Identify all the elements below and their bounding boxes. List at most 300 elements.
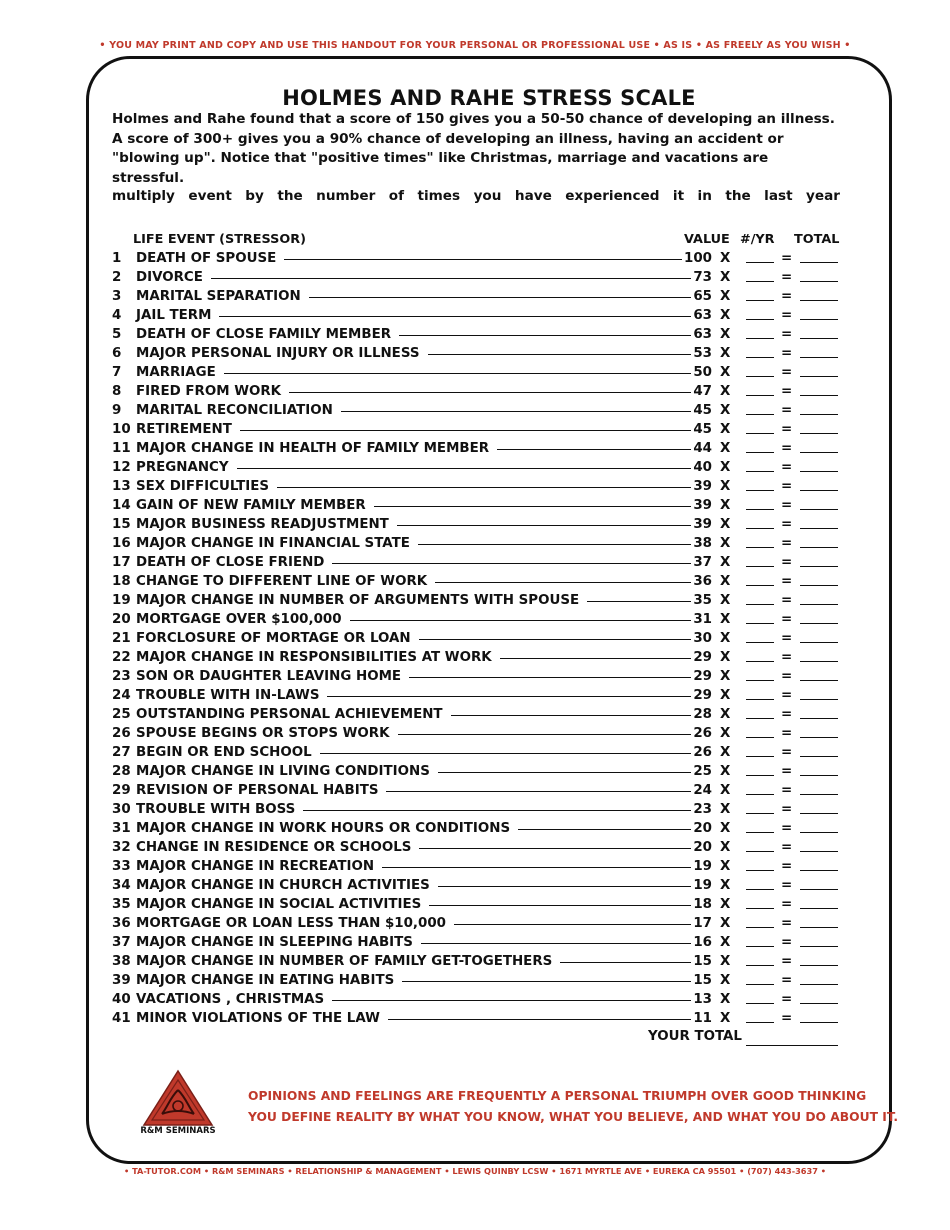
event-number: 41	[112, 1011, 131, 1026]
times-per-year-blank[interactable]	[746, 528, 774, 529]
equals-sign: =	[781, 384, 793, 399]
stressor-list	[112, 249, 840, 1028]
event-number: 29	[112, 783, 131, 798]
times-per-year-blank[interactable]	[746, 566, 774, 567]
event-value: 20	[693, 840, 712, 855]
table-row	[112, 306, 840, 325]
multiply-sign: X	[720, 764, 731, 779]
event-label: CHANGE IN RESIDENCE OR SCHOOLS	[136, 840, 412, 855]
dotted-leader-line	[303, 810, 691, 811]
dotted-leader-line	[341, 411, 691, 412]
row-total-blank[interactable]	[800, 585, 838, 586]
event-number: 26	[112, 726, 131, 741]
event-label: PREGNANCY	[136, 460, 229, 475]
event-value: 100	[684, 251, 712, 266]
times-per-year-blank[interactable]	[746, 262, 774, 263]
event-label: MARITAL RECONCILIATION	[136, 403, 333, 418]
times-per-year-blank[interactable]	[746, 395, 774, 396]
event-label: MORTGAGE OR LOAN LESS THAN $10,000	[136, 916, 446, 931]
dotted-leader-line	[374, 506, 691, 507]
event-number: 15	[112, 517, 131, 532]
dotted-leader-line	[332, 563, 691, 564]
times-per-year-blank[interactable]	[746, 300, 774, 301]
row-total-blank[interactable]	[800, 718, 838, 719]
equals-sign: =	[781, 935, 793, 950]
event-value: 30	[693, 631, 712, 646]
row-total-blank[interactable]	[800, 775, 838, 776]
times-per-year-blank[interactable]	[746, 623, 774, 624]
equals-sign: =	[781, 954, 793, 969]
table-row	[112, 800, 840, 819]
row-total-blank[interactable]	[800, 680, 838, 681]
table-row	[112, 287, 840, 306]
event-number: 36	[112, 916, 131, 931]
times-per-year-blank[interactable]	[746, 680, 774, 681]
table-row	[112, 477, 840, 496]
multiply-sign: X	[720, 536, 731, 551]
event-number: 3	[112, 289, 122, 304]
dotted-leader-line	[386, 791, 691, 792]
event-label: DEATH OF CLOSE FRIEND	[136, 555, 325, 570]
event-value: 37	[693, 555, 712, 570]
event-value: 50	[693, 365, 712, 380]
times-per-year-blank[interactable]	[746, 338, 774, 339]
equals-sign: =	[781, 631, 793, 646]
table-row	[112, 458, 840, 477]
times-per-year-blank[interactable]	[746, 604, 774, 605]
event-label: MAJOR CHANGE IN LIVING CONDITIONS	[136, 764, 430, 779]
table-row	[112, 1009, 840, 1028]
equals-sign: =	[781, 802, 793, 817]
equals-sign: =	[781, 916, 793, 931]
multiply-sign: X	[720, 1011, 731, 1026]
dotted-leader-line	[438, 772, 691, 773]
table-row	[112, 952, 840, 971]
event-number: 7	[112, 365, 122, 380]
equals-sign: =	[781, 783, 793, 798]
row-total-blank[interactable]	[800, 737, 838, 738]
event-value: 19	[693, 859, 712, 874]
table-row	[112, 382, 840, 401]
multiply-sign: X	[720, 707, 731, 722]
dotted-leader-line	[409, 677, 691, 678]
table-row	[112, 914, 840, 933]
times-per-year-blank[interactable]	[746, 490, 774, 491]
row-total-blank[interactable]	[800, 433, 838, 434]
dotted-leader-line	[438, 886, 691, 887]
event-value: 20	[693, 821, 712, 836]
table-row	[112, 363, 840, 382]
event-value: 35	[693, 593, 712, 608]
dotted-leader-line	[421, 943, 691, 944]
event-number: 32	[112, 840, 131, 855]
multiply-sign: X	[720, 251, 731, 266]
table-row	[112, 496, 840, 515]
event-label: MAJOR CHANGE IN NUMBER OF FAMILY GET-TOGETHERS	[136, 954, 553, 969]
dotted-leader-line	[500, 658, 691, 659]
multiply-sign: X	[720, 289, 731, 304]
equals-sign: =	[781, 973, 793, 988]
times-per-year-blank[interactable]	[746, 699, 774, 700]
multiply-sign: X	[720, 726, 731, 741]
dotted-leader-line	[240, 430, 691, 431]
quote-line-2: YOU DEFINE REALITY BY WHAT YOU KNOW, WHAT YOU BELIEVE, AND WHAT YOU DO ABOUT IT.	[248, 1110, 899, 1124]
event-label: SON OR DAUGHTER LEAVING HOME	[136, 669, 402, 684]
dotted-leader-line	[382, 867, 691, 868]
row-total-blank[interactable]	[800, 471, 838, 472]
event-number: 40	[112, 992, 131, 1007]
multiply-sign: X	[720, 745, 731, 760]
multiply-sign: X	[720, 821, 731, 836]
times-per-year-blank[interactable]	[746, 471, 774, 472]
times-per-year-blank[interactable]	[746, 547, 774, 548]
equals-sign: =	[781, 441, 793, 456]
multiply-sign: X	[720, 916, 731, 931]
multiply-sign: X	[720, 650, 731, 665]
equals-sign: =	[781, 574, 793, 589]
event-label: MAJOR CHANGE IN SOCIAL ACTIVITIES	[136, 897, 422, 912]
row-total-blank[interactable]	[800, 889, 838, 890]
event-label: MORTGAGE OVER $100,000	[136, 612, 342, 627]
table-row	[112, 268, 840, 287]
event-number: 17	[112, 555, 131, 570]
multiply-sign: X	[720, 441, 731, 456]
times-per-year-blank[interactable]	[746, 414, 774, 415]
event-label: MARRIAGE	[136, 365, 216, 380]
table-row	[112, 515, 840, 534]
multiply-sign: X	[720, 327, 731, 342]
event-label: OUTSTANDING PERSONAL ACHIEVEMENT	[136, 707, 443, 722]
times-per-year-blank[interactable]	[746, 946, 774, 947]
table-row	[112, 591, 840, 610]
equals-sign: =	[781, 460, 793, 475]
dotted-leader-line	[560, 962, 691, 963]
equals-sign: =	[781, 726, 793, 741]
row-total-blank[interactable]	[800, 699, 838, 700]
dotted-leader-line	[419, 848, 691, 849]
times-per-year-blank[interactable]	[746, 585, 774, 586]
equals-sign: =	[781, 327, 793, 342]
multiply-sign: X	[720, 384, 731, 399]
dotted-leader-line	[418, 544, 691, 545]
event-value: 39	[693, 498, 712, 513]
table-row	[112, 325, 840, 344]
row-total-blank[interactable]	[800, 623, 838, 624]
row-total-blank[interactable]	[800, 262, 838, 263]
times-per-year-blank[interactable]	[746, 927, 774, 928]
multiply-sign: X	[720, 631, 731, 646]
multiply-sign: X	[720, 555, 731, 570]
equals-sign: =	[781, 403, 793, 418]
event-label: CHANGE TO DIFFERENT LINE OF WORK	[136, 574, 428, 589]
row-total-blank[interactable]	[800, 1003, 838, 1004]
row-total-blank[interactable]	[800, 832, 838, 833]
event-label: DEATH OF CLOSE FAMILY MEMBER	[136, 327, 392, 342]
rm-seminars-logo	[140, 1068, 216, 1138]
event-value: 39	[693, 479, 712, 494]
event-label: MAJOR CHANGE IN RESPONSIBILITIES AT WORK	[136, 650, 492, 665]
row-total-blank[interactable]	[800, 756, 838, 757]
event-value: 31	[693, 612, 712, 627]
event-value: 25	[693, 764, 712, 779]
multiply-sign: X	[720, 992, 731, 1007]
event-label: FIRED FROM WORK	[136, 384, 282, 399]
event-value: 11	[693, 1011, 712, 1026]
quote-block	[248, 1086, 899, 1128]
event-label: SEX DIFFICULTIES	[136, 479, 270, 494]
event-value: 28	[693, 707, 712, 722]
column-header-per-year: #/YR	[740, 232, 775, 247]
equals-sign: =	[781, 346, 793, 361]
event-label: MINOR VIOLATIONS OF THE LAW	[136, 1011, 380, 1026]
row-total-blank[interactable]	[800, 927, 838, 928]
multiply-sign: X	[720, 498, 731, 513]
dotted-leader-line	[350, 620, 691, 621]
row-total-blank[interactable]	[800, 794, 838, 795]
event-number: 1	[112, 251, 122, 266]
dotted-leader-line	[237, 468, 691, 469]
times-per-year-blank[interactable]	[746, 794, 774, 795]
event-label: MAJOR CHANGE IN WORK HOURS OR CONDITIONS	[136, 821, 511, 836]
times-per-year-blank[interactable]	[746, 642, 774, 643]
row-total-blank[interactable]	[800, 300, 838, 301]
row-total-blank[interactable]	[800, 547, 838, 548]
times-per-year-blank[interactable]	[746, 452, 774, 453]
row-total-blank[interactable]	[800, 509, 838, 510]
multiply-sign: X	[720, 973, 731, 988]
times-per-year-blank[interactable]	[746, 756, 774, 757]
multiply-sign: X	[720, 574, 731, 589]
event-label: MAJOR CHANGE IN FINANCIAL STATE	[136, 536, 410, 551]
times-per-year-blank[interactable]	[746, 319, 774, 320]
table-row	[112, 667, 840, 686]
multiply-sign: X	[720, 897, 731, 912]
table-row	[112, 648, 840, 667]
dotted-leader-line	[435, 582, 691, 583]
multiply-sign: X	[720, 593, 731, 608]
event-label: MAJOR CHANGE IN SLEEPING HABITS	[136, 935, 413, 950]
equals-sign: =	[781, 517, 793, 532]
event-value: 45	[693, 422, 712, 437]
row-total-blank[interactable]	[800, 414, 838, 415]
equals-sign: =	[781, 536, 793, 551]
event-number: 11	[112, 441, 131, 456]
equals-sign: =	[781, 1011, 793, 1026]
your-total-blank	[746, 1045, 838, 1046]
dotted-leader-line	[224, 373, 691, 374]
times-per-year-blank[interactable]	[746, 433, 774, 434]
times-per-year-blank[interactable]	[746, 775, 774, 776]
times-per-year-blank[interactable]	[746, 509, 774, 510]
row-total-blank[interactable]	[800, 490, 838, 491]
equals-sign: =	[781, 270, 793, 285]
times-per-year-blank[interactable]	[746, 1022, 774, 1023]
footer-banner: • TA-TUTOR.COM • R&M SEMINARS • RELATIONSHIP & MANAGEMENT • LEWIS QUINBY LCSW • 1671 MYRTLE AVE • EUREKA CA 95501 • (707) 443-3637 •	[124, 1166, 826, 1176]
times-per-year-blank[interactable]	[746, 661, 774, 662]
row-total-blank[interactable]	[800, 338, 838, 339]
multiply-sign: X	[720, 612, 731, 627]
times-per-year-blank[interactable]	[746, 813, 774, 814]
row-total-blank[interactable]	[800, 946, 838, 947]
times-per-year-blank[interactable]	[746, 357, 774, 358]
event-label: BEGIN OR END SCHOOL	[136, 745, 312, 760]
equals-sign: =	[781, 840, 793, 855]
multiply-sign: X	[720, 365, 731, 380]
event-number: 20	[112, 612, 131, 627]
event-value: 45	[693, 403, 712, 418]
equals-sign: =	[781, 308, 793, 323]
multiply-sign: X	[720, 308, 731, 323]
row-total-blank[interactable]	[800, 528, 838, 529]
dotted-leader-line	[451, 715, 691, 716]
instruction-text: multiply event by the number of times you have experienced it in the last year	[112, 188, 840, 204]
table-row	[112, 876, 840, 895]
event-value: 17	[693, 916, 712, 931]
times-per-year-blank[interactable]	[746, 737, 774, 738]
times-per-year-blank[interactable]	[746, 870, 774, 871]
row-total-blank[interactable]	[800, 984, 838, 985]
your-total-label: YOUR TOTAL	[648, 1029, 742, 1044]
dotted-leader-line	[309, 297, 691, 298]
dotted-leader-line	[518, 829, 691, 830]
event-value: 26	[693, 726, 712, 741]
equals-sign: =	[781, 365, 793, 380]
event-number: 30	[112, 802, 131, 817]
times-per-year-blank[interactable]	[746, 718, 774, 719]
row-total-blank[interactable]	[800, 965, 838, 966]
event-label: VACATIONS , CHRISTMAS	[136, 992, 325, 1007]
multiply-sign: X	[720, 270, 731, 285]
top-banner: • YOU MAY PRINT AND COPY AND USE THIS HANDOUT FOR YOUR PERSONAL OR PROFESSIONAL USE • AS IS • AS FREELY AS YOU WISH •	[99, 40, 851, 51]
row-total-blank[interactable]	[800, 452, 838, 453]
event-label: GAIN OF NEW FAMILY MEMBER	[136, 498, 366, 513]
row-total-blank[interactable]	[800, 1022, 838, 1023]
times-per-year-blank[interactable]	[746, 281, 774, 282]
event-value: 15	[693, 973, 712, 988]
event-number: 35	[112, 897, 131, 912]
row-total-blank[interactable]	[800, 395, 838, 396]
row-total-blank[interactable]	[800, 661, 838, 662]
table-row	[112, 762, 840, 781]
dotted-leader-line	[397, 525, 691, 526]
multiply-sign: X	[720, 422, 731, 437]
row-total-blank[interactable]	[800, 319, 838, 320]
event-value: 39	[693, 517, 712, 532]
event-value: 65	[693, 289, 712, 304]
event-number: 2	[112, 270, 122, 285]
table-row	[112, 781, 840, 800]
row-total-blank[interactable]	[800, 642, 838, 643]
row-total-blank[interactable]	[800, 813, 838, 814]
multiply-sign: X	[720, 802, 731, 817]
dotted-leader-line	[497, 449, 691, 450]
event-value: 29	[693, 650, 712, 665]
quote-line-1: OPINIONS AND FEELINGS ARE FREQUENTLY A PERSONAL TRIUMPH OVER GOOD THINKING	[248, 1089, 867, 1103]
event-label: SPOUSE BEGINS OR STOPS WORK	[136, 726, 390, 741]
event-value: 36	[693, 574, 712, 589]
event-label: REVISION OF PERSONAL HABITS	[136, 783, 379, 798]
event-number: 9	[112, 403, 122, 418]
event-number: 38	[112, 954, 131, 969]
equals-sign: =	[781, 688, 793, 703]
event-number: 24	[112, 688, 131, 703]
times-per-year-blank[interactable]	[746, 376, 774, 377]
column-header-total: TOTAL	[794, 232, 840, 247]
row-total-blank[interactable]	[800, 908, 838, 909]
dotted-leader-line	[211, 278, 691, 279]
times-per-year-blank[interactable]	[746, 908, 774, 909]
equals-sign: =	[781, 555, 793, 570]
dotted-leader-line	[402, 981, 691, 982]
multiply-sign: X	[720, 460, 731, 475]
row-total-blank[interactable]	[800, 357, 838, 358]
row-total-blank[interactable]	[800, 376, 838, 377]
equals-sign: =	[781, 764, 793, 779]
page-title: HOLMES AND RAHE STRESS SCALE	[282, 86, 696, 110]
multiply-sign: X	[720, 859, 731, 874]
dotted-leader-line	[388, 1019, 691, 1020]
table-row	[112, 686, 840, 705]
event-number: 37	[112, 935, 131, 950]
equals-sign: =	[781, 612, 793, 627]
times-per-year-blank[interactable]	[746, 984, 774, 985]
times-per-year-blank[interactable]	[746, 1003, 774, 1004]
column-header-event: LIFE EVENT (STRESSOR)	[133, 232, 306, 247]
table-row	[112, 743, 840, 762]
event-label: MAJOR CHANGE IN CHURCH ACTIVITIES	[136, 878, 430, 893]
table-row	[112, 344, 840, 363]
times-per-year-blank[interactable]	[746, 965, 774, 966]
equals-sign: =	[781, 707, 793, 722]
event-value: 26	[693, 745, 712, 760]
event-number: 13	[112, 479, 131, 494]
event-value: 73	[693, 270, 712, 285]
event-number: 34	[112, 878, 131, 893]
event-value: 29	[693, 688, 712, 703]
event-value: 44	[693, 441, 712, 456]
event-label: RETIREMENT	[136, 422, 232, 437]
event-number: 16	[112, 536, 131, 551]
table-row	[112, 724, 840, 743]
multiply-sign: X	[720, 688, 731, 703]
row-total-blank[interactable]	[800, 851, 838, 852]
table-row	[112, 705, 840, 724]
event-number: 19	[112, 593, 131, 608]
equals-sign: =	[781, 593, 793, 608]
times-per-year-blank[interactable]	[746, 851, 774, 852]
event-label: MAJOR CHANGE IN HEALTH OF FAMILY MEMBER	[136, 441, 490, 456]
dotted-leader-line	[277, 487, 691, 488]
equals-sign: =	[781, 992, 793, 1007]
times-per-year-blank[interactable]	[746, 832, 774, 833]
row-total-blank[interactable]	[800, 870, 838, 871]
event-label: MAJOR CHANGE IN NUMBER OF ARGUMENTS WITH SPOUSE	[136, 593, 580, 608]
event-number: 6	[112, 346, 122, 361]
intro-paragraph: Holmes and Rahe found that a score of 150 gives you a 50-50 chance of developing an illness. A score of 300+ gives you a 90% chance of developing an illness, having an accident or "blowing up". Notice that "positive times" like Christmas, marriage and vacations are stressful.	[112, 111, 835, 186]
row-total-blank[interactable]	[800, 281, 838, 282]
dotted-leader-line	[428, 354, 691, 355]
event-label: DEATH OF SPOUSE	[136, 251, 277, 266]
table-row	[112, 819, 840, 838]
times-per-year-blank[interactable]	[746, 889, 774, 890]
row-total-blank[interactable]	[800, 604, 838, 605]
equals-sign: =	[781, 479, 793, 494]
equals-sign: =	[781, 878, 793, 893]
row-total-blank[interactable]	[800, 566, 838, 567]
event-number: 4	[112, 308, 122, 323]
dotted-leader-line	[419, 639, 691, 640]
equals-sign: =	[781, 650, 793, 665]
